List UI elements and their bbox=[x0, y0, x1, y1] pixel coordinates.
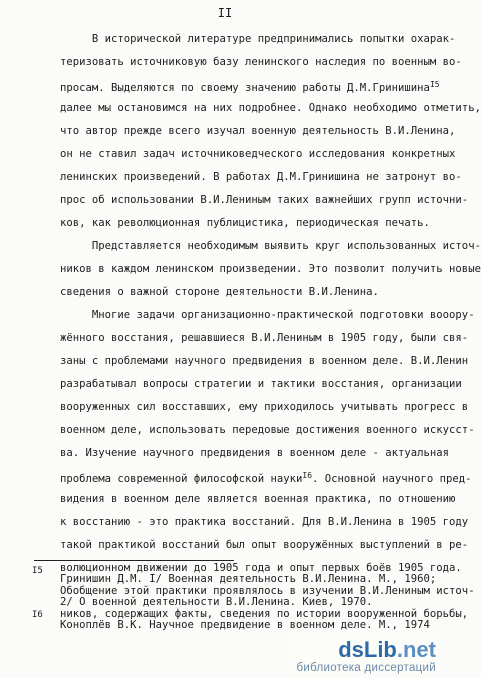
text-line bbox=[60, 78, 440, 95]
text-line: сведения о важной стороне деятельности В.И.Ленина. bbox=[60, 286, 379, 298]
page-number: II bbox=[217, 6, 233, 20]
text-segment: . Основной научного пред- bbox=[312, 473, 472, 485]
text-line: ленинских произведений. В работах Д.М.Гринишина не затронут во- bbox=[60, 171, 462, 183]
footnote-rule bbox=[34, 560, 234, 561]
text-line: Представляется необходимым выявить круг использованных источ- bbox=[60, 240, 481, 252]
text-line: разрабатывал вопросы стратегии и тактики восстания, организации bbox=[60, 378, 462, 390]
text-line: Многие задачи организационно-практической подготовки вооору- bbox=[60, 309, 475, 321]
text-line: военном деле, использовать передовые достижения военного искусст- bbox=[60, 424, 475, 436]
text-line: он не ставил задач источниковедческого исследования конкретных bbox=[60, 148, 456, 160]
watermark-logo-tld: .net bbox=[396, 637, 436, 662]
text-segment: просам. Выделяются по своему значению работы Д.М.Гринишина bbox=[60, 82, 430, 94]
text-line: ков, как революционная публицистика, периодическая печать. bbox=[60, 217, 430, 229]
text-line: такой практикой восстаний был опыт вооружённых выступлений в ре- bbox=[60, 539, 469, 551]
footnote-line: Гринишин Д.М. I/ Военная деятельность В.И.Ленина. М., 1960; bbox=[60, 573, 437, 585]
watermark-logo-main: dsLib bbox=[338, 637, 397, 662]
text-line: волюционном движении до 1905 года и опыт первых боёв 1905 года. bbox=[60, 562, 462, 574]
footnote-number: I6 bbox=[32, 610, 43, 620]
text-line: ва. Изучение научного предвидения в военном деле - актуальная bbox=[60, 447, 450, 459]
footnote-line: Коноплёв В.К. Научное предвидение в военном деле. М., 1974 bbox=[60, 619, 430, 631]
text-line: прос об использовании В.И.Лениным таких важнейших групп источни- bbox=[60, 194, 469, 206]
footnote-ref: I5 bbox=[429, 80, 440, 89]
text-line: видения в военном деле является военная практика, по отношению bbox=[60, 493, 456, 505]
footnote-number: I5 bbox=[32, 566, 43, 576]
text-line: что автор прежде всего изучал военную деятельность В.И.Ленина, bbox=[60, 125, 456, 137]
watermark-logo bbox=[296, 638, 436, 662]
footnote-line: 2/ О военной деятельности В.И.Ленина. Киев, 1970. bbox=[60, 596, 373, 608]
text-line: вооруженных сил восставших, ему приходилось учитывать прогресс в bbox=[60, 401, 469, 413]
text-line: Обобщение этой практики проявлялось в изучении В.И.Лениным источ- bbox=[60, 585, 475, 597]
text-line: ников, содержащих факты, сведения по истории вооруженной борьбы, bbox=[60, 608, 469, 620]
watermark-tagline: библиотека диссертаций bbox=[296, 662, 436, 674]
watermark bbox=[290, 636, 440, 674]
text-line: теризовать источниковую базу ленинского наследия по военным во- bbox=[60, 56, 462, 68]
text-line: ников в каждом ленинском произведении. Это позволит получить новые bbox=[60, 263, 481, 275]
text-line: жённого восстания, решавшиеся В.И.Лениным в 1905 году, были свя- bbox=[60, 332, 469, 344]
text-line: далее мы остановимся на них подробнее. Однако необходимо отметить, bbox=[60, 102, 481, 114]
text-line: к восстанию - это практика восстаний. Для В.И.Ленина в 1905 году bbox=[60, 516, 469, 528]
text-segment: проблема современной философской науки bbox=[60, 473, 303, 485]
text-line bbox=[60, 469, 472, 486]
footnote-ref: I6 bbox=[302, 471, 313, 480]
text-line: заны с проблемами научного предвидения в военном деле. В.И.Ленин bbox=[60, 355, 469, 367]
text-line: В исторической литературе предпринимались попытки охарак- bbox=[60, 33, 456, 45]
